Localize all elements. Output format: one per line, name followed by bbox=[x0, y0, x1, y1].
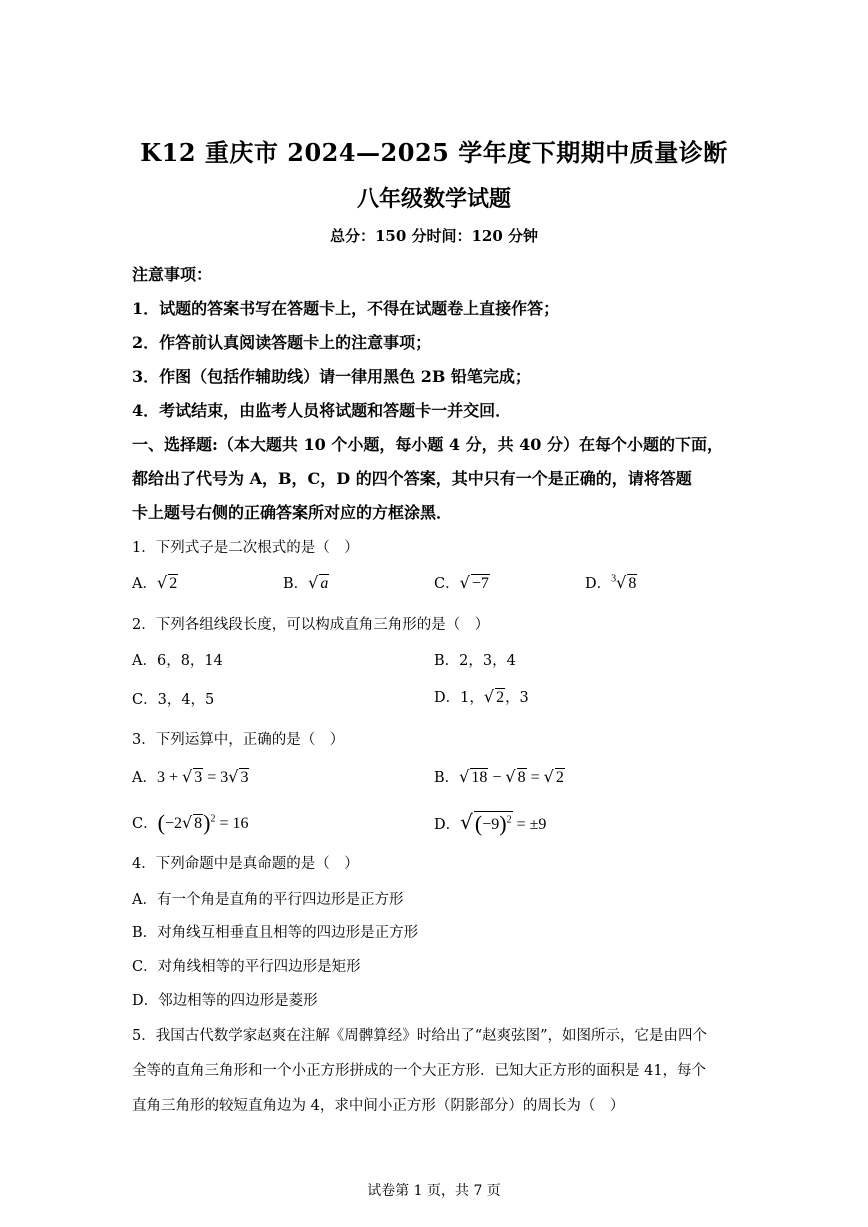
q3-option-c: C．(−2√ 8)$^2$ = 16 bbox=[132, 810, 249, 835]
radicand: a bbox=[320, 575, 329, 592]
exam-subtitle: 八年级数学试题 bbox=[356, 186, 511, 212]
q1-option-a: A．√ 2 bbox=[132, 573, 178, 592]
option-label: C． bbox=[132, 816, 158, 832]
q2-option-b: B．2，3，4 bbox=[434, 653, 516, 669]
q4-option-b: B．对角线互相垂直且相等的四边形是正方形 bbox=[132, 925, 419, 941]
root-index: 3 bbox=[611, 573, 617, 585]
radicand: −9 bbox=[482, 816, 500, 833]
q2-option-c: C．3，4，5 bbox=[132, 692, 215, 708]
radicand: 8 bbox=[194, 815, 203, 832]
note-item: 4．考试结束，由监考人员将试题和答题卡一并交回． bbox=[132, 401, 512, 420]
option-label: B． bbox=[434, 770, 460, 786]
radicand: 2 bbox=[555, 769, 564, 786]
q1-option-b: B．√ a bbox=[283, 573, 329, 592]
page-footer: 试卷第 1 页，共 7 页 bbox=[367, 1183, 501, 1199]
section-heading: 一、选择题:（本大题共 10 个小题，每小题 4 分，共 40 分）在每个小题的下面， bbox=[132, 435, 723, 454]
option-text: ，3 bbox=[505, 690, 529, 706]
question-5-stem: 全等的直角三角形和一个小正方形拼成的一个大正方形．已知大正方形的面积是 41，每个 bbox=[132, 1063, 707, 1079]
q1-option-c: C．√ −7 bbox=[434, 573, 489, 592]
question-1-stem: 1．下列式子是二次根式的是（ ） bbox=[132, 540, 359, 556]
option-label: A． bbox=[132, 770, 157, 786]
question-5-stem: 直角三角形的较短直角边为 4，求中间小正方形（阴影部分）的周长为（ ） bbox=[132, 1098, 625, 1114]
expr: = 3 bbox=[203, 769, 229, 786]
score-time: 总分：150 分时间：120 分钟 bbox=[329, 227, 539, 245]
option-label: C． bbox=[434, 576, 460, 592]
radicand: 3 bbox=[240, 769, 249, 786]
option-text: D．1， bbox=[434, 690, 484, 706]
exponent: 2 bbox=[210, 813, 216, 825]
question-2-stem: 2．下列各组线段长度，可以构成直角三角形的是（ ） bbox=[132, 617, 490, 633]
question-4-stem: 4．下列命题中是真命题的是（ ） bbox=[132, 856, 359, 872]
expr: = ±9 bbox=[512, 816, 547, 833]
note-item: 3．作图（包括作辅助线）请一律用黑色 2B 铅笔完成； bbox=[132, 367, 531, 386]
expr: −2 bbox=[164, 815, 182, 832]
q2-option-a: A．6，8，14 bbox=[132, 653, 223, 669]
exponent: 2 bbox=[506, 814, 512, 826]
q3-option-d: D．$√(-9)^2 = \pm 9$ bbox=[434, 810, 547, 836]
question-5-stem: 5．我国古代数学家赵爽在注解《周髀算经》时给出了“赵爽弦图”，如图所示，它是由四个 bbox=[132, 1028, 708, 1044]
q4-option-c: C．对角线相等的平行四边形是矩形 bbox=[132, 959, 361, 975]
radicand: 18 bbox=[471, 769, 488, 786]
option-label: D． bbox=[434, 817, 461, 833]
exam-title: K12 重庆市 2024—2025 学年度下期期中质量诊断 bbox=[140, 138, 728, 167]
q3-option-a: A．3 + √ 3 = 3√ 3 bbox=[132, 767, 249, 786]
radicand: 2 bbox=[169, 575, 178, 592]
expr: − bbox=[488, 769, 506, 786]
section-instructions: 卡上题号右侧的正确答案所对应的方框涂黑． bbox=[132, 503, 453, 522]
option-label: B． bbox=[283, 576, 309, 592]
q4-option-d: D．邻边相等的四边形是菱形 bbox=[132, 993, 318, 1009]
radicand: 3 bbox=[194, 769, 203, 786]
q2-option-d: D．1，√ 2，3 bbox=[434, 687, 529, 706]
radicand: 8 bbox=[517, 769, 526, 786]
q1-option-d: D．$^3$√ 8 bbox=[585, 573, 637, 592]
radicand: 8 bbox=[628, 575, 637, 592]
note-item: 2．作答前认真阅读答题卡上的注意事项； bbox=[132, 333, 432, 352]
notes-heading: 注意事项： bbox=[132, 265, 213, 284]
expr: 3 + bbox=[156, 769, 183, 786]
expr: = bbox=[526, 769, 544, 786]
q4-option-a: A．有一个角是直角的平行四边形是正方形 bbox=[132, 892, 404, 908]
option-label: D． bbox=[585, 576, 612, 592]
radicand: −7 bbox=[471, 575, 489, 592]
note-item: 1．试题的答案书写在答题卡上，不得在试题卷上直接作答； bbox=[132, 299, 560, 318]
section-instructions: 都给出了代号为 A，B，C，D 的四个答案，其中只有一个是正确的，请将答题 bbox=[132, 469, 692, 488]
option-label: A． bbox=[132, 576, 157, 592]
q3-option-b: B．√ 18 − √ 8 = √ 2 bbox=[434, 767, 564, 786]
expr: = 16 bbox=[215, 815, 249, 832]
question-3-stem: 3．下列运算中，正确的是（ ） bbox=[132, 732, 345, 748]
radicand: 2 bbox=[496, 689, 505, 706]
